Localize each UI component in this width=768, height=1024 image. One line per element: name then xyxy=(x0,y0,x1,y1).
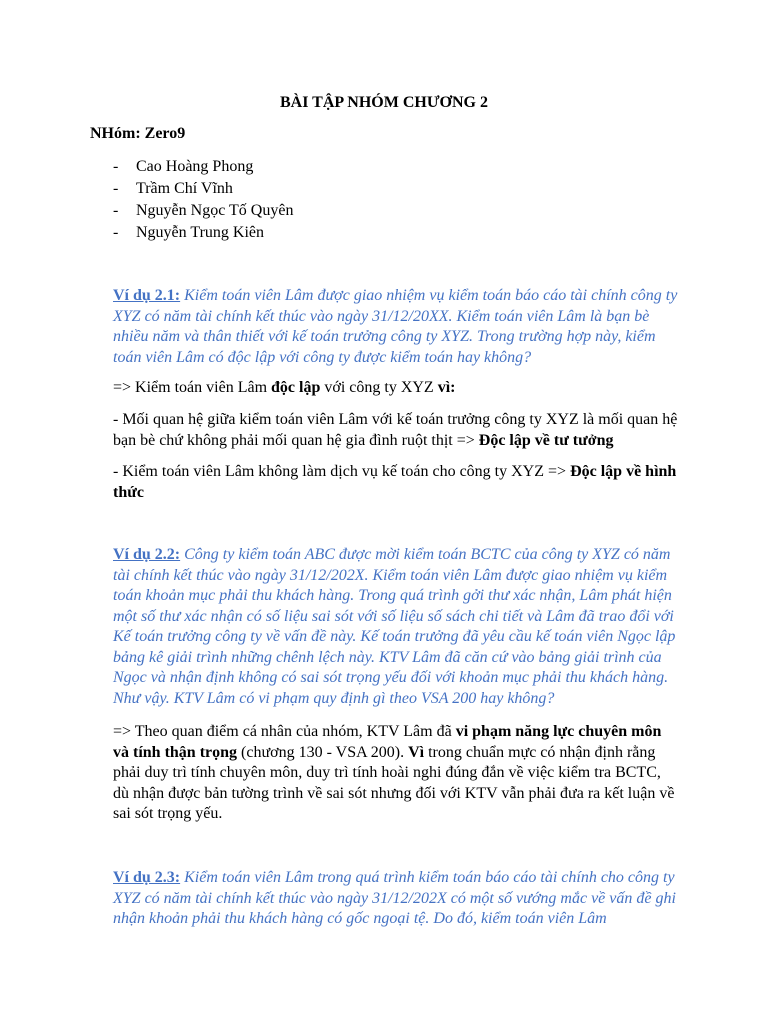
example-2-1-question xyxy=(113,286,678,368)
answer-bold-text: Độc lập về tư tưởng xyxy=(478,431,614,449)
answer-bold-text: độc lập xyxy=(271,379,321,396)
list-item: - Nguyễn Trung Kiên xyxy=(113,222,293,244)
example-2-1-text: Kiểm toán viên Lâm được giao nhiệm vụ kiểm toán báo cáo tài chính công ty XYZ có năm tài chính kết thúc vào ngày 31/12/20XX. Kiểm toán viên Lâm là bạn bè nhiều năm và thân thiết với kế toán trưởng công ty XYZ. Trong trường hợp này, kiểm toán viên Lâm có độc lập với công ty được kiểm toán hay không? xyxy=(113,287,678,366)
example-2-1-answer-line-2 xyxy=(113,410,678,451)
list-item: - Nguyễn Ngọc Tố Quyên xyxy=(113,200,293,222)
example-2-3-question xyxy=(113,868,678,930)
list-item: - Trầm Chí Vĩnh xyxy=(113,178,293,200)
answer-bold-text: vi phạm năng lực chuyên môn và tính thận trọng xyxy=(113,723,662,761)
document-title: BÀI TẬP NHÓM CHƯƠNG 2 xyxy=(279,94,488,111)
example-2-2-question xyxy=(113,545,678,709)
answer-text: => Kiểm toán viên Lâm xyxy=(113,379,272,396)
example-2-1-answer-line-3 xyxy=(113,462,678,503)
answer-text: trong chuẩn mực có nhận định rằng phải duy trì tính chuyên môn, duy trì tính hoài nghi đúng đắn về việc kiểm tra BCTC, dù nhận được bản tường trình về sai sót nhưng đối với KTV vẫn phải đưa ra kết luận về sai sót trọng yếu. xyxy=(113,743,675,822)
example-2-1-label: Ví dụ 2.1: xyxy=(113,287,181,304)
member-list xyxy=(113,156,293,244)
answer-text: => Theo quan điểm cá nhân của nhóm, KTV Lâm đã xyxy=(113,723,456,740)
list-item: - Cao Hoàng Phong xyxy=(113,156,293,178)
example-2-1-answer-line-1 xyxy=(113,378,678,399)
answer-bold-text: Độc lập về hình thức xyxy=(113,463,677,501)
answer-text: với công ty XYZ xyxy=(320,379,438,396)
answer-text: - Kiểm toán viên Lâm không làm dịch vụ kế toán cho công ty XYZ => xyxy=(113,463,571,480)
example-2-3-text: Kiểm toán viên Lâm trong quá trình kiểm toán báo cáo tài chính cho công ty XYZ có năm tài chính kết thúc vào ngày 31/12/202X có một số vướng mắc về vấn đề ghi nhận khoản phải thu khách hàng có gốc ngoại tệ. Do đó, kiểm toán viên Lâm xyxy=(113,869,676,927)
answer-bold-text: Vì xyxy=(408,743,425,761)
example-2-2-label: Ví dụ 2.2: xyxy=(113,546,181,563)
answer-bold-text: vì: xyxy=(437,379,456,396)
example-2-2-answer xyxy=(113,722,678,825)
example-2-3-label: Ví dụ 2.3: xyxy=(113,869,181,886)
group-name: NHóm: Zero9 xyxy=(90,125,186,142)
answer-text: (chương 130 - VSA 200). xyxy=(237,743,409,761)
answer-text: - Mối quan hệ giữa kiểm toán viên Lâm với kế toán trưởng công ty XYZ là mối quan hệ bạn bè chứ không phải mối quan hệ gia đình ruột thịt => xyxy=(113,411,678,449)
example-2-2-text: Công ty kiểm toán ABC được mời kiểm toán BCTC của công ty XYZ có năm tài chính kết thúc vào ngày 31/12/202X. Kiểm toán viên Lâm được giao nhiệm vụ kiểm toán khoản mục phải thu khách hàng. Trong quá trình gởi thư xác nhận, Lâm phát hiện một số thư xác nhận có số liệu sai sót với số liệu số sách chi tiết và Lâm đã trao đổi với Kế toán trưởng công ty về vấn đề này. Kế toán trưởng đã yêu cầu kế toán viên Ngọc lập bảng kê giải trình những chênh lệch này. KTV Lâm đã căn cứ vào bảng giải trình của Ngọc và nhận định không có sai sót trọng yếu đối với khoản mục phải thu khách hàng. Như vậy. KTV Lâm có vi phạm quy định gì theo VSA 200 hay không? xyxy=(113,546,676,707)
